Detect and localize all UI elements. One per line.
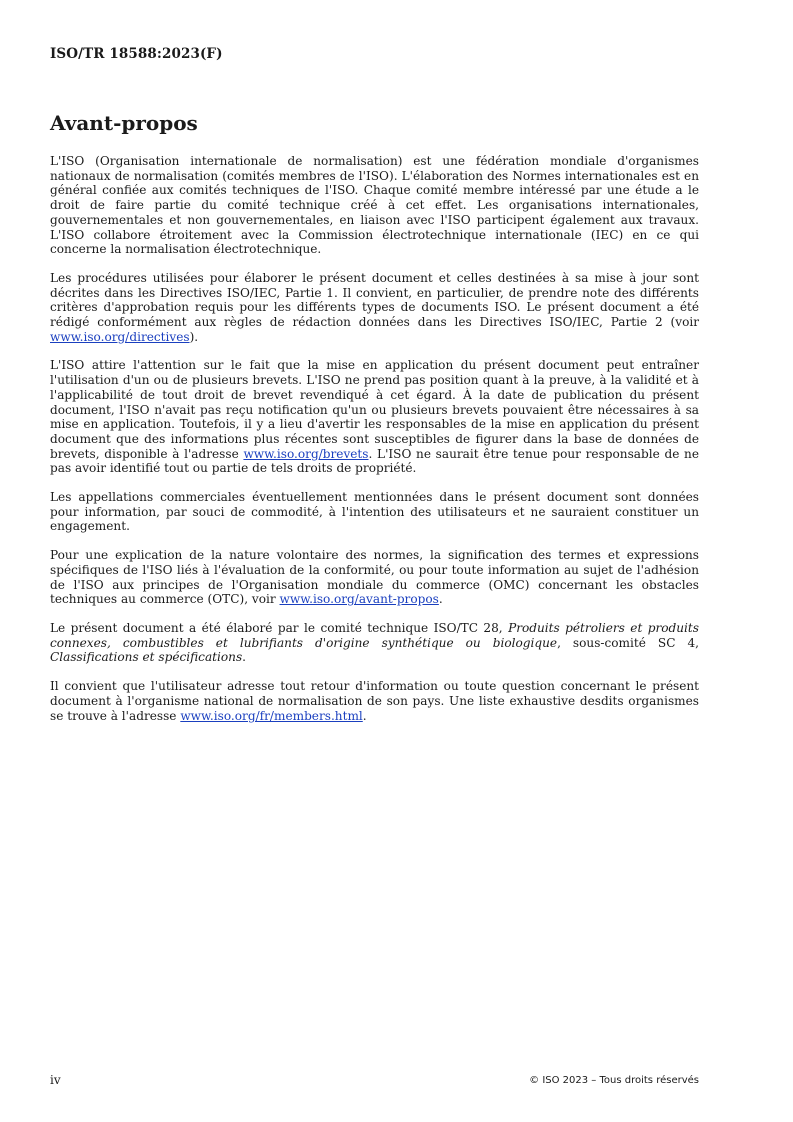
patents-link[interactable]: www.iso.org/brevets [243, 446, 369, 461]
paragraph-text: Le présent document a été élaboré par le comité technique ISO/TC 28, [50, 620, 509, 635]
paragraph-text: . [242, 650, 247, 665]
foreword-link[interactable]: www.iso.org/avant-propos [279, 592, 439, 607]
subcommittee-title: Classifications et spécifications [50, 650, 243, 665]
paragraph-patents [50, 358, 699, 476]
document-id: ISO/TR 18588:2023(F) [50, 46, 223, 62]
page-number: iv [50, 1073, 61, 1087]
paragraph-text: . [362, 708, 367, 723]
paragraph-trade-names: Les appellations commerciales éventuellement mentionnées dans le présent document sont données pour information, par souci de commodité, à l'intention des utilisateurs et ne sauraient constituer un engagement. [50, 490, 699, 534]
committee-title: Produits pétroliers et produits connexes, combustibles et lubrifiants d'origine synthétique ou biologique [50, 620, 699, 650]
paragraph-iso-organisation: L'ISO (Organisation internationale de normalisation) est une fédération mondiale d'organismes nationaux de normalisation (comités membres de l'ISO). L'élaboration des Normes internationales est en général confiée aux comités techniques de l'ISO. Chaque comité membre intéressé par une étude a le droit de faire partie du comité technique créé à cet effet. Les organisations internationales, gouvernementales et non gouvernementales, en liaison avec l'ISO participent également aux travaux. L'ISO collabore étroitement avec la Commission électrotechnique internationale (IEC) en ce qui concerne la normalisation électrotechnique. [50, 154, 699, 257]
copyright-notice: © ISO 2023 – Tous droits réservés [529, 1075, 699, 1086]
paragraph-procedures [50, 271, 699, 345]
paragraph-text: L'ISO attire l'attention sur le fait que la mise en application du présent document peut entraîner l'utilisation d'un ou de plusieurs brevets. L'ISO ne prend pas position quant à la preuve, à la validité et à l'applicabilité de tout droit de brevet revendiqué à cet égard. À la date de publication du présent document, l'ISO n'avait pas reçu notification qu'un ou plusieurs brevets pouvaient être nécessaires à sa mise en application. Toutefois, il y a lieu d'avertir les responsables de la mise en application du présent document que des informations plus récentes sont susceptibles de figurer dans la base de données de brevets, disponible à l'adresse [50, 358, 699, 461]
paragraph-text: Les procédures utilisées pour élaborer le présent document et celles destinées à sa mise à jour sont décrites dans les Directives ISO/IEC, Partie 1. Il convient, en particulier, de prendre note des différents critères d'approbation requis pour les différents types de documents ISO. Le présent document a été rédigé conformément aux règles de rédaction données dans les Directives ISO/IEC, Partie 2 (voir [50, 270, 699, 330]
paragraph-text: , sous-comité SC 4, [557, 635, 699, 650]
members-link[interactable]: www.iso.org/fr/members.html [180, 708, 363, 723]
foreword-body [50, 154, 699, 737]
paragraph-text: . [438, 592, 443, 607]
paragraph-text: . L'ISO ne saurait être tenue pour responsable de ne pas avoir identifié tout ou partie de tels droits de propriété. [50, 446, 699, 476]
paragraph-feedback [50, 679, 699, 723]
paragraph-text: Il convient que l'utilisateur adresse tout retour d'information ou toute question concernant le présent document à l'organisme national de normalisation de son pays. Une liste exhaustive desdits organismes se trouve à l'adresse [50, 679, 699, 723]
directives-link[interactable]: www.iso.org/directives [50, 329, 190, 344]
paragraph-text: ). [189, 329, 199, 344]
paragraph-text: Pour une explication de la nature volontaire des normes, la signification des termes et expressions spécifiques de l'ISO liés à l'évaluation de la conformité, ou pour toute information au sujet de l'adhésion de l'ISO aux principes de l'Organisation mondiale du commerce (OMC) concernant les obstacles techniques au commerce (OTC), voir [50, 548, 699, 607]
paragraph-committee [50, 621, 699, 665]
page-title: Avant-propos [50, 111, 198, 135]
paragraph-voluntary-nature [50, 548, 699, 607]
